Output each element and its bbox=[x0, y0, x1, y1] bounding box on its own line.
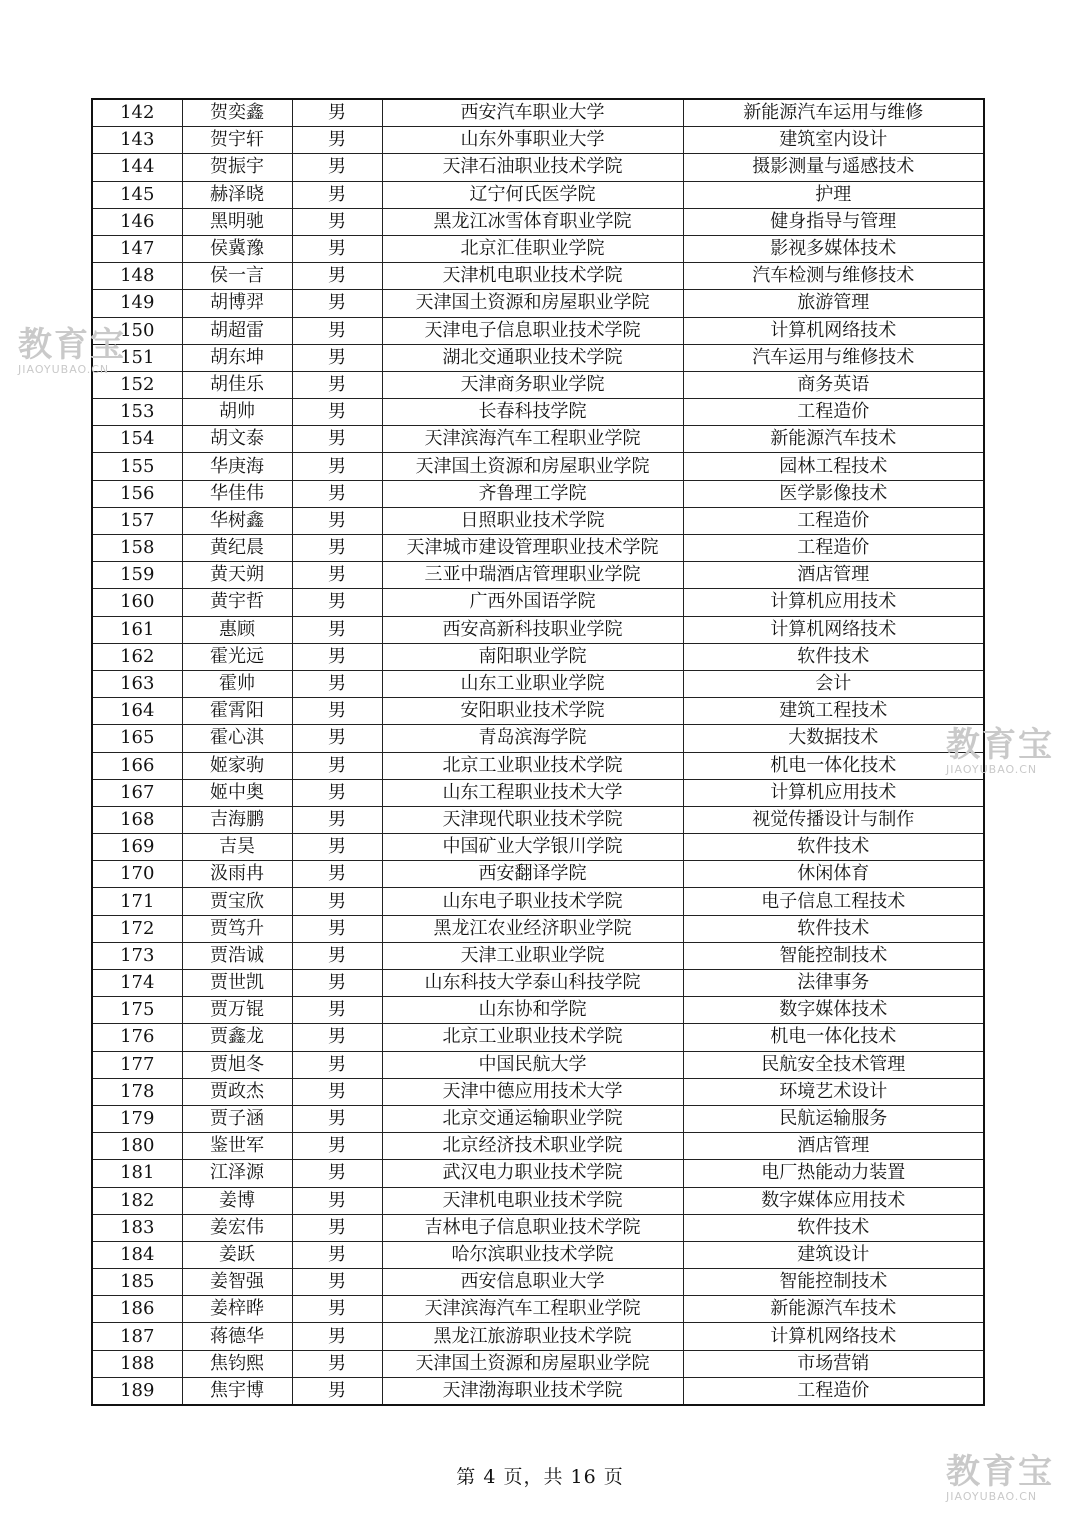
cell-number: 186 bbox=[92, 1296, 182, 1323]
cell-school: 天津商务职业学院 bbox=[382, 371, 683, 398]
cell-major: 酒店管理 bbox=[683, 562, 984, 589]
cell-gender: 男 bbox=[292, 1377, 382, 1405]
cell-major: 建筑室内设计 bbox=[683, 127, 984, 154]
cell-name: 贾世凯 bbox=[182, 970, 292, 997]
cell-major: 医学影像技术 bbox=[683, 480, 984, 507]
table-row bbox=[92, 127, 984, 154]
cell-major: 视觉传播设计与制作 bbox=[683, 806, 984, 833]
cell-gender: 男 bbox=[292, 263, 382, 290]
cell-major: 法律事务 bbox=[683, 970, 984, 997]
cell-gender: 男 bbox=[292, 1296, 382, 1323]
cell-number: 160 bbox=[92, 589, 182, 616]
cell-name: 姜梓晔 bbox=[182, 1296, 292, 1323]
cell-school: 长春科技学院 bbox=[382, 399, 683, 426]
cell-major: 机电一体化技术 bbox=[683, 752, 984, 779]
cell-number: 180 bbox=[92, 1133, 182, 1160]
cell-number: 148 bbox=[92, 263, 182, 290]
cell-school: 中国民航大学 bbox=[382, 1051, 683, 1078]
cell-school: 天津电子信息职业技术学院 bbox=[382, 317, 683, 344]
cell-school: 天津石油职业技术学院 bbox=[382, 154, 683, 181]
cell-number: 177 bbox=[92, 1051, 182, 1078]
cell-major: 工程造价 bbox=[683, 507, 984, 534]
cell-gender: 男 bbox=[292, 1105, 382, 1132]
table-row bbox=[92, 154, 984, 181]
cell-gender: 男 bbox=[292, 834, 382, 861]
cell-number: 151 bbox=[92, 344, 182, 371]
cell-school: 辽宁何氏医学院 bbox=[382, 181, 683, 208]
cell-name: 姬中奥 bbox=[182, 779, 292, 806]
cell-major: 新能源汽车技术 bbox=[683, 1296, 984, 1323]
cell-name: 赫泽晓 bbox=[182, 181, 292, 208]
cell-name: 焦宇博 bbox=[182, 1377, 292, 1405]
cell-gender: 男 bbox=[292, 1350, 382, 1377]
table-row bbox=[92, 698, 984, 725]
cell-name: 姜跃 bbox=[182, 1241, 292, 1268]
table-row bbox=[92, 1323, 984, 1350]
cell-school: 西安高新科技职业学院 bbox=[382, 616, 683, 643]
table-row bbox=[92, 371, 984, 398]
cell-school: 山东工业职业学院 bbox=[382, 670, 683, 697]
cell-gender: 男 bbox=[292, 317, 382, 344]
cell-gender: 男 bbox=[292, 1323, 382, 1350]
cell-name: 黄天朔 bbox=[182, 562, 292, 589]
cell-number: 150 bbox=[92, 317, 182, 344]
table-row bbox=[92, 1024, 984, 1051]
cell-gender: 男 bbox=[292, 535, 382, 562]
cell-school: 天津中德应用技术大学 bbox=[382, 1078, 683, 1105]
cell-name: 贾旭冬 bbox=[182, 1051, 292, 1078]
cell-name: 贾政杰 bbox=[182, 1078, 292, 1105]
cell-gender: 男 bbox=[292, 1051, 382, 1078]
cell-gender: 男 bbox=[292, 670, 382, 697]
cell-school: 天津滨海汽车工程职业学院 bbox=[382, 426, 683, 453]
table-row bbox=[92, 317, 984, 344]
cell-school: 西安信息职业大学 bbox=[382, 1269, 683, 1296]
cell-gender: 男 bbox=[292, 290, 382, 317]
cell-name: 姜智强 bbox=[182, 1269, 292, 1296]
cell-school: 天津国土资源和房屋职业学院 bbox=[382, 453, 683, 480]
cell-number: 149 bbox=[92, 290, 182, 317]
cell-school: 天津国土资源和房屋职业学院 bbox=[382, 290, 683, 317]
cell-name: 贾笃升 bbox=[182, 915, 292, 942]
cell-gender: 男 bbox=[292, 616, 382, 643]
cell-gender: 男 bbox=[292, 453, 382, 480]
cell-number: 158 bbox=[92, 535, 182, 562]
cell-number: 188 bbox=[92, 1350, 182, 1377]
cell-school: 天津机电职业技术学院 bbox=[382, 263, 683, 290]
table-row bbox=[92, 670, 984, 697]
table-row bbox=[92, 263, 984, 290]
cell-major: 建筑工程技术 bbox=[683, 698, 984, 725]
cell-gender: 男 bbox=[292, 562, 382, 589]
cell-number: 189 bbox=[92, 1377, 182, 1405]
cell-school: 青岛滨海学院 bbox=[382, 725, 683, 752]
cell-number: 164 bbox=[92, 698, 182, 725]
cell-school: 天津国土资源和房屋职业学院 bbox=[382, 1350, 683, 1377]
cell-name: 华庚海 bbox=[182, 453, 292, 480]
cell-name: 胡佳乐 bbox=[182, 371, 292, 398]
cell-name: 汲雨冉 bbox=[182, 861, 292, 888]
cell-number: 163 bbox=[92, 670, 182, 697]
table-row bbox=[92, 1214, 984, 1241]
cell-school: 天津工业职业学院 bbox=[382, 942, 683, 969]
cell-name: 胡超雷 bbox=[182, 317, 292, 344]
table-row bbox=[92, 779, 984, 806]
table-row bbox=[92, 290, 984, 317]
cell-name: 贾浩诚 bbox=[182, 942, 292, 969]
cell-number: 144 bbox=[92, 154, 182, 181]
cell-name: 贾鑫龙 bbox=[182, 1024, 292, 1051]
cell-major: 计算机网络技术 bbox=[683, 1323, 984, 1350]
table-row bbox=[92, 181, 984, 208]
table-row bbox=[92, 535, 984, 562]
cell-major: 酒店管理 bbox=[683, 1133, 984, 1160]
cell-school: 天津滨海汽车工程职业学院 bbox=[382, 1296, 683, 1323]
cell-major: 新能源汽车技术 bbox=[683, 426, 984, 453]
cell-major: 商务英语 bbox=[683, 371, 984, 398]
cell-number: 167 bbox=[92, 779, 182, 806]
cell-number: 159 bbox=[92, 562, 182, 589]
cell-gender: 男 bbox=[292, 507, 382, 534]
cell-school: 山东外事职业大学 bbox=[382, 127, 683, 154]
cell-school: 山东电子职业技术学院 bbox=[382, 888, 683, 915]
cell-school: 天津现代职业技术学院 bbox=[382, 806, 683, 833]
table-row bbox=[92, 942, 984, 969]
cell-school: 天津机电职业技术学院 bbox=[382, 1187, 683, 1214]
table-row bbox=[92, 616, 984, 643]
cell-number: 166 bbox=[92, 752, 182, 779]
cell-gender: 男 bbox=[292, 643, 382, 670]
cell-name: 侯一言 bbox=[182, 263, 292, 290]
cell-name: 惠顾 bbox=[182, 616, 292, 643]
cell-major: 智能控制技术 bbox=[683, 942, 984, 969]
cell-major: 计算机网络技术 bbox=[683, 616, 984, 643]
cell-school: 哈尔滨职业技术学院 bbox=[382, 1241, 683, 1268]
cell-gender: 男 bbox=[292, 725, 382, 752]
table-row bbox=[92, 480, 984, 507]
cell-gender: 男 bbox=[292, 942, 382, 969]
cell-major: 影视多媒体技术 bbox=[683, 235, 984, 262]
cell-name: 华佳伟 bbox=[182, 480, 292, 507]
watermark-brand: 教育宝 bbox=[18, 325, 126, 365]
cell-school: 西安汽车职业大学 bbox=[382, 99, 683, 127]
cell-major: 计算机应用技术 bbox=[683, 779, 984, 806]
cell-school: 黑龙江旅游职业技术学院 bbox=[382, 1323, 683, 1350]
cell-school: 西安翻译学院 bbox=[382, 861, 683, 888]
cell-name: 姜宏伟 bbox=[182, 1214, 292, 1241]
cell-number: 161 bbox=[92, 616, 182, 643]
cell-gender: 男 bbox=[292, 1214, 382, 1241]
cell-name: 霍心淇 bbox=[182, 725, 292, 752]
cell-major: 民航运输服务 bbox=[683, 1105, 984, 1132]
cell-name: 焦钧熙 bbox=[182, 1350, 292, 1377]
table-row bbox=[92, 235, 984, 262]
table-row bbox=[92, 1051, 984, 1078]
table-row bbox=[92, 399, 984, 426]
cell-number: 179 bbox=[92, 1105, 182, 1132]
cell-name: 鉴世军 bbox=[182, 1133, 292, 1160]
cell-school: 天津渤海职业技术学院 bbox=[382, 1377, 683, 1405]
table-row bbox=[92, 1105, 984, 1132]
cell-major: 大数据技术 bbox=[683, 725, 984, 752]
cell-number: 172 bbox=[92, 915, 182, 942]
cell-gender: 男 bbox=[292, 888, 382, 915]
cell-name: 贾子涵 bbox=[182, 1105, 292, 1132]
cell-number: 173 bbox=[92, 942, 182, 969]
table-row bbox=[92, 1078, 984, 1105]
cell-name: 姬家驹 bbox=[182, 752, 292, 779]
table-row bbox=[92, 1160, 984, 1187]
cell-number: 174 bbox=[92, 970, 182, 997]
cell-name: 吉海鹏 bbox=[182, 806, 292, 833]
table-row bbox=[92, 589, 984, 616]
cell-major: 摄影测量与遥感技术 bbox=[683, 154, 984, 181]
cell-school: 湖北交通职业技术学院 bbox=[382, 344, 683, 371]
cell-name: 霍霄阳 bbox=[182, 698, 292, 725]
cell-name: 江泽源 bbox=[182, 1160, 292, 1187]
watermark bbox=[946, 725, 1054, 776]
cell-major: 健身指导与管理 bbox=[683, 208, 984, 235]
cell-gender: 男 bbox=[292, 399, 382, 426]
cell-school: 日照职业技术学院 bbox=[382, 507, 683, 534]
cell-major: 电厂热能动力装置 bbox=[683, 1160, 984, 1187]
cell-school: 山东工程职业技术大学 bbox=[382, 779, 683, 806]
cell-number: 153 bbox=[92, 399, 182, 426]
cell-major: 电子信息工程技术 bbox=[683, 888, 984, 915]
cell-name: 黑明驰 bbox=[182, 208, 292, 235]
cell-gender: 男 bbox=[292, 752, 382, 779]
cell-school: 北京汇佳职业学院 bbox=[382, 235, 683, 262]
cell-name: 胡文泰 bbox=[182, 426, 292, 453]
cell-number: 155 bbox=[92, 453, 182, 480]
table-row bbox=[92, 426, 984, 453]
table-row bbox=[92, 1241, 984, 1268]
cell-name: 黄纪晨 bbox=[182, 535, 292, 562]
cell-gender: 男 bbox=[292, 779, 382, 806]
cell-major: 护理 bbox=[683, 181, 984, 208]
table-row bbox=[92, 997, 984, 1024]
watermark-domain: JIAOYUBAO.CN bbox=[946, 763, 1038, 776]
cell-number: 178 bbox=[92, 1078, 182, 1105]
table-row bbox=[92, 861, 984, 888]
cell-number: 176 bbox=[92, 1024, 182, 1051]
cell-major: 环境艺术设计 bbox=[683, 1078, 984, 1105]
cell-gender: 男 bbox=[292, 1024, 382, 1051]
cell-major: 机电一体化技术 bbox=[683, 1024, 984, 1051]
cell-name: 贺奕鑫 bbox=[182, 99, 292, 127]
cell-number: 145 bbox=[92, 181, 182, 208]
cell-major: 智能控制技术 bbox=[683, 1269, 984, 1296]
cell-number: 157 bbox=[92, 507, 182, 534]
cell-gender: 男 bbox=[292, 997, 382, 1024]
cell-number: 175 bbox=[92, 997, 182, 1024]
student-table bbox=[91, 98, 985, 1406]
table-row bbox=[92, 99, 984, 127]
cell-name: 黄宇哲 bbox=[182, 589, 292, 616]
cell-major: 软件技术 bbox=[683, 915, 984, 942]
cell-gender: 男 bbox=[292, 99, 382, 127]
cell-school: 吉林电子信息职业技术学院 bbox=[382, 1214, 683, 1241]
table-row bbox=[92, 1377, 984, 1405]
cell-gender: 男 bbox=[292, 181, 382, 208]
table-row bbox=[92, 1133, 984, 1160]
cell-gender: 男 bbox=[292, 480, 382, 507]
cell-gender: 男 bbox=[292, 589, 382, 616]
cell-school: 武汉电力职业技术学院 bbox=[382, 1160, 683, 1187]
cell-major: 旅游管理 bbox=[683, 290, 984, 317]
cell-major: 软件技术 bbox=[683, 1214, 984, 1241]
cell-gender: 男 bbox=[292, 1160, 382, 1187]
cell-number: 171 bbox=[92, 888, 182, 915]
cell-name: 胡博羿 bbox=[182, 290, 292, 317]
cell-name: 姜博 bbox=[182, 1187, 292, 1214]
table-row bbox=[92, 888, 984, 915]
cell-major: 软件技术 bbox=[683, 643, 984, 670]
cell-number: 169 bbox=[92, 834, 182, 861]
table-row bbox=[92, 1269, 984, 1296]
cell-name: 吉昊 bbox=[182, 834, 292, 861]
cell-major: 数字媒体应用技术 bbox=[683, 1187, 984, 1214]
cell-gender: 男 bbox=[292, 1187, 382, 1214]
cell-name: 胡东坤 bbox=[182, 344, 292, 371]
cell-gender: 男 bbox=[292, 915, 382, 942]
cell-gender: 男 bbox=[292, 426, 382, 453]
cell-major: 汽车运用与维修技术 bbox=[683, 344, 984, 371]
table-row bbox=[92, 208, 984, 235]
cell-school: 北京工业职业技术学院 bbox=[382, 1024, 683, 1051]
watermark-domain: JIAOYUBAO.CN bbox=[18, 363, 110, 376]
table-row bbox=[92, 507, 984, 534]
cell-name: 霍帅 bbox=[182, 670, 292, 697]
table-row bbox=[92, 915, 984, 942]
cell-gender: 男 bbox=[292, 1078, 382, 1105]
cell-gender: 男 bbox=[292, 970, 382, 997]
cell-school: 中国矿业大学银川学院 bbox=[382, 834, 683, 861]
cell-major: 软件技术 bbox=[683, 834, 984, 861]
cell-gender: 男 bbox=[292, 1241, 382, 1268]
cell-number: 142 bbox=[92, 99, 182, 127]
table-row bbox=[92, 453, 984, 480]
cell-school: 北京经济技术职业学院 bbox=[382, 1133, 683, 1160]
cell-number: 146 bbox=[92, 208, 182, 235]
cell-number: 143 bbox=[92, 127, 182, 154]
table-row bbox=[92, 643, 984, 670]
cell-gender: 男 bbox=[292, 861, 382, 888]
cell-school: 黑龙江农业经济职业学院 bbox=[382, 915, 683, 942]
cell-number: 168 bbox=[92, 806, 182, 833]
cell-name: 华树鑫 bbox=[182, 507, 292, 534]
watermark-domain: JIAOYUBAO.CN bbox=[946, 1490, 1038, 1503]
cell-major: 工程造价 bbox=[683, 535, 984, 562]
cell-major: 计算机应用技术 bbox=[683, 589, 984, 616]
cell-school: 广西外国语学院 bbox=[382, 589, 683, 616]
cell-school: 南阳职业学院 bbox=[382, 643, 683, 670]
cell-name: 贾宝欣 bbox=[182, 888, 292, 915]
cell-school: 三亚中瑞酒店管理职业学院 bbox=[382, 562, 683, 589]
cell-school: 安阳职业技术学院 bbox=[382, 698, 683, 725]
cell-school: 黑龙江冰雪体育职业学院 bbox=[382, 208, 683, 235]
table-row bbox=[92, 752, 984, 779]
cell-number: 184 bbox=[92, 1241, 182, 1268]
table-row bbox=[92, 1187, 984, 1214]
table-row bbox=[92, 970, 984, 997]
cell-number: 156 bbox=[92, 480, 182, 507]
table-row bbox=[92, 562, 984, 589]
cell-number: 187 bbox=[92, 1323, 182, 1350]
cell-major: 汽车检测与维修技术 bbox=[683, 263, 984, 290]
cell-gender: 男 bbox=[292, 371, 382, 398]
watermark-brand: 教育宝 bbox=[946, 725, 1054, 765]
cell-major: 数字媒体技术 bbox=[683, 997, 984, 1024]
cell-gender: 男 bbox=[292, 1133, 382, 1160]
table-row bbox=[92, 725, 984, 752]
cell-gender: 男 bbox=[292, 698, 382, 725]
cell-major: 工程造价 bbox=[683, 1377, 984, 1405]
watermark bbox=[18, 325, 126, 376]
cell-school: 齐鲁理工学院 bbox=[382, 480, 683, 507]
cell-name: 霍光远 bbox=[182, 643, 292, 670]
cell-major: 休闲体育 bbox=[683, 861, 984, 888]
cell-number: 165 bbox=[92, 725, 182, 752]
cell-number: 147 bbox=[92, 235, 182, 262]
watermark bbox=[946, 1452, 1054, 1503]
cell-school: 山东协和学院 bbox=[382, 997, 683, 1024]
cell-number: 162 bbox=[92, 643, 182, 670]
cell-name: 蒋德华 bbox=[182, 1323, 292, 1350]
cell-major: 工程造价 bbox=[683, 399, 984, 426]
cell-major: 会计 bbox=[683, 670, 984, 697]
page-footer: 第 4 页，共 16 页 bbox=[456, 1466, 624, 1488]
cell-school: 北京工业职业技术学院 bbox=[382, 752, 683, 779]
cell-name: 胡帅 bbox=[182, 399, 292, 426]
table-row bbox=[92, 1350, 984, 1377]
cell-major: 计算机网络技术 bbox=[683, 317, 984, 344]
cell-gender: 男 bbox=[292, 127, 382, 154]
cell-number: 170 bbox=[92, 861, 182, 888]
table-row bbox=[92, 834, 984, 861]
cell-major: 新能源汽车运用与维修 bbox=[683, 99, 984, 127]
cell-major: 民航安全技术管理 bbox=[683, 1051, 984, 1078]
cell-major: 园林工程技术 bbox=[683, 453, 984, 480]
cell-name: 侯冀豫 bbox=[182, 235, 292, 262]
table-row bbox=[92, 344, 984, 371]
cell-gender: 男 bbox=[292, 235, 382, 262]
cell-number: 152 bbox=[92, 371, 182, 398]
cell-gender: 男 bbox=[292, 344, 382, 371]
cell-school: 天津城市建设管理职业技术学院 bbox=[382, 535, 683, 562]
watermark-brand: 教育宝 bbox=[946, 1452, 1054, 1492]
table-row bbox=[92, 1296, 984, 1323]
cell-gender: 男 bbox=[292, 208, 382, 235]
cell-number: 154 bbox=[92, 426, 182, 453]
cell-number: 183 bbox=[92, 1214, 182, 1241]
cell-number: 182 bbox=[92, 1187, 182, 1214]
cell-number: 181 bbox=[92, 1160, 182, 1187]
cell-gender: 男 bbox=[292, 154, 382, 181]
cell-name: 贺振宇 bbox=[182, 154, 292, 181]
cell-school: 山东科技大学泰山科技学院 bbox=[382, 970, 683, 997]
cell-gender: 男 bbox=[292, 1269, 382, 1296]
cell-name: 贾万锟 bbox=[182, 997, 292, 1024]
cell-gender: 男 bbox=[292, 806, 382, 833]
cell-school: 北京交通运输职业学院 bbox=[382, 1105, 683, 1132]
cell-major: 建筑设计 bbox=[683, 1241, 984, 1268]
cell-name: 贺宇轩 bbox=[182, 127, 292, 154]
cell-major: 市场营销 bbox=[683, 1350, 984, 1377]
table-row bbox=[92, 806, 984, 833]
cell-number: 185 bbox=[92, 1269, 182, 1296]
